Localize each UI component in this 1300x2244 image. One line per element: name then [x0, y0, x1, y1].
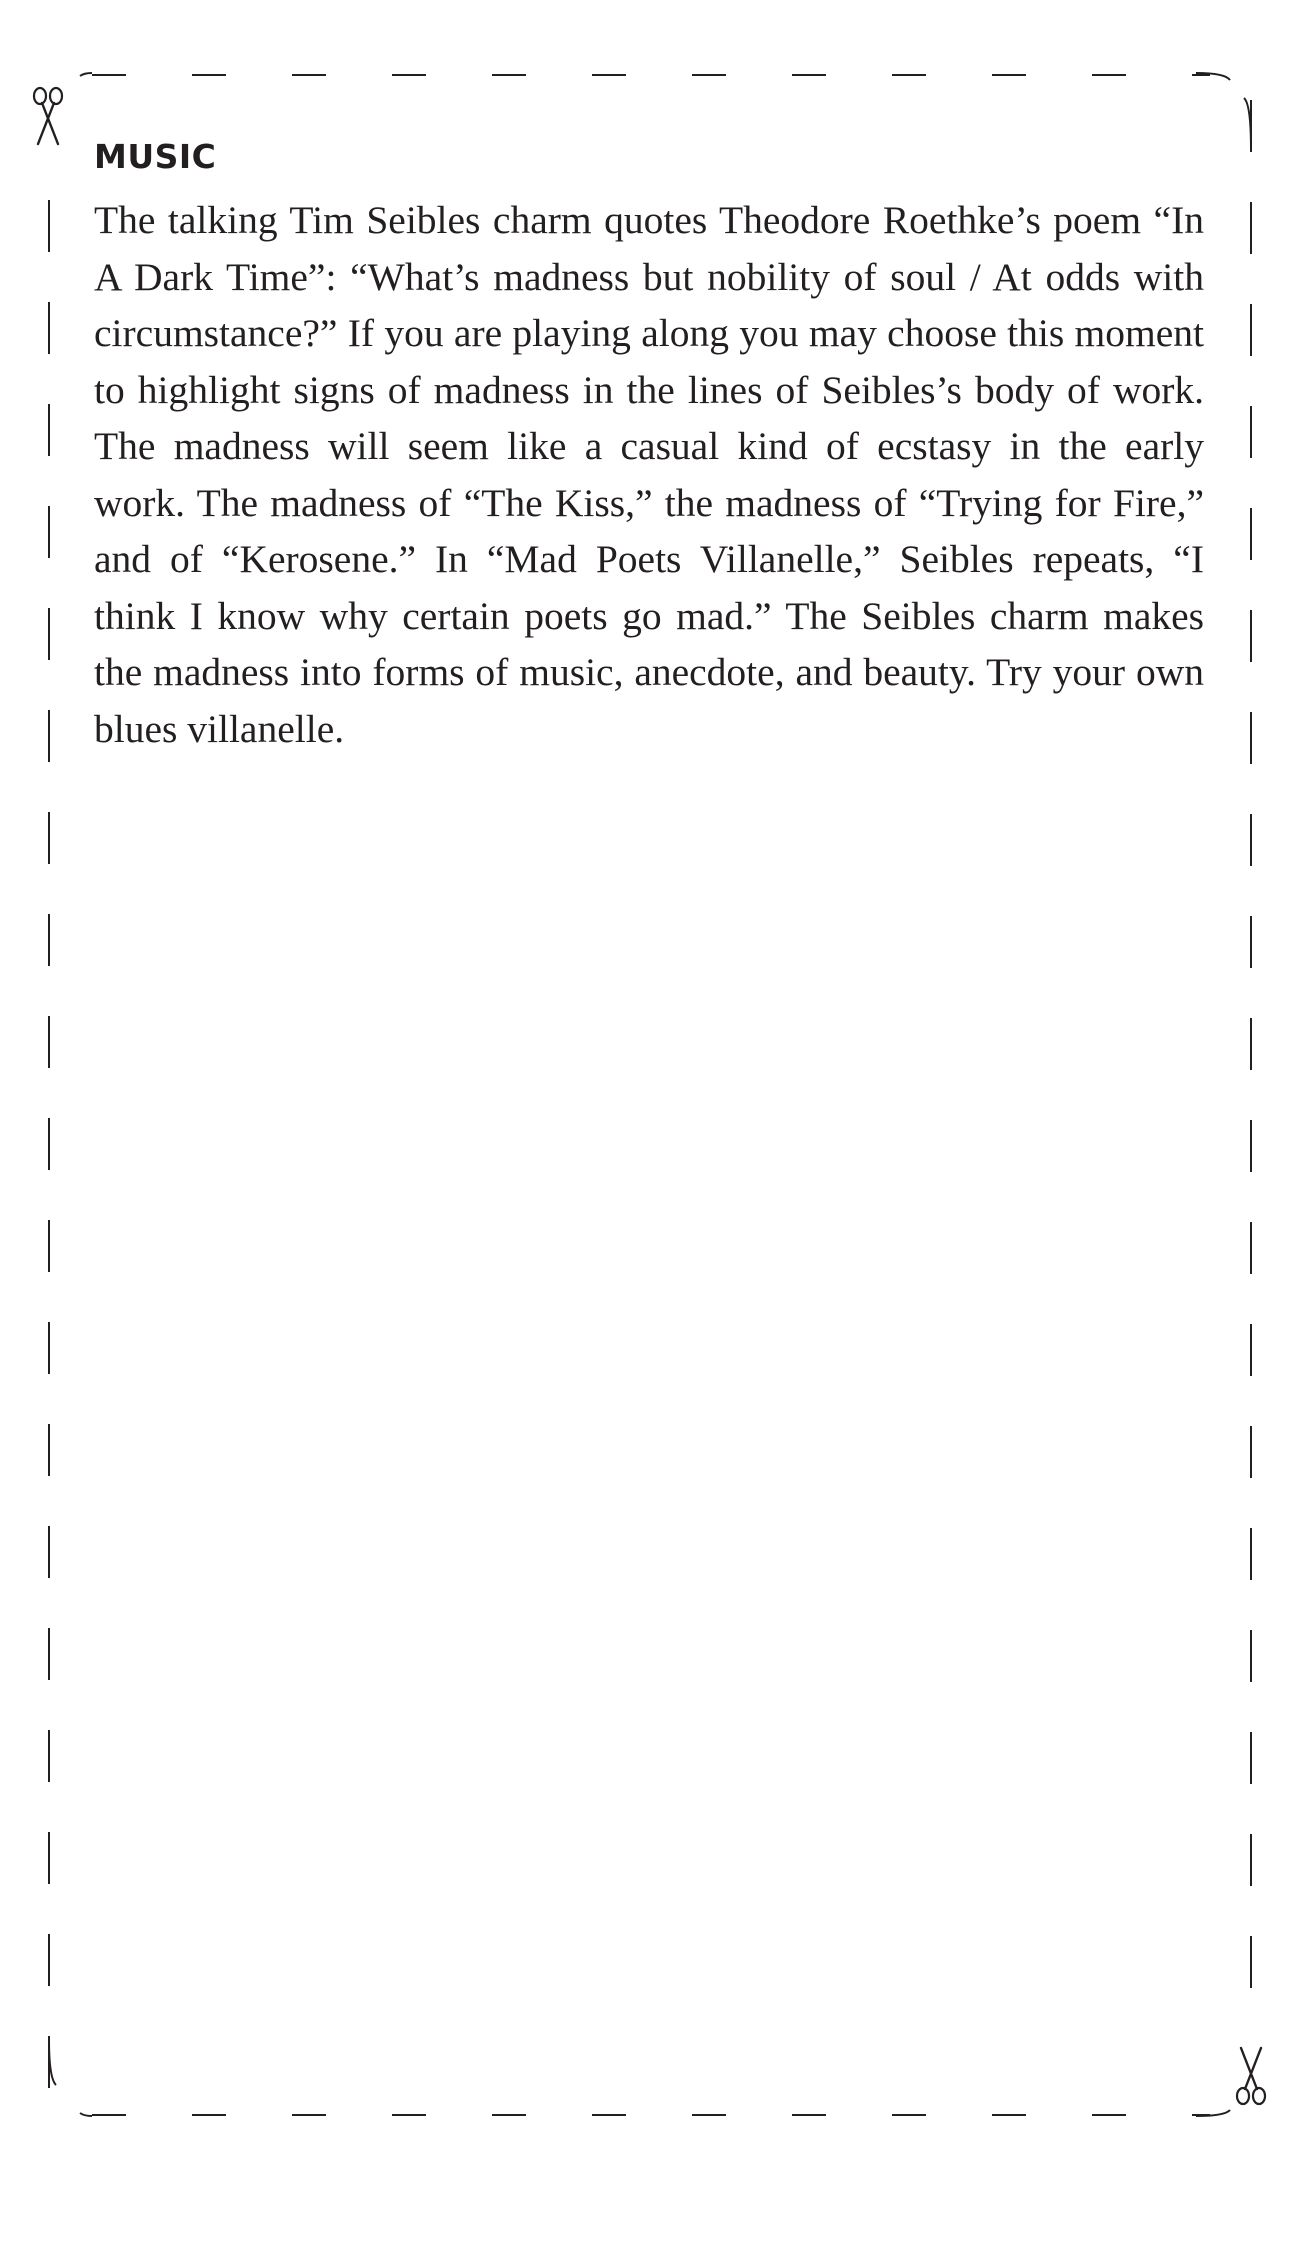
- scissors-icon: [28, 86, 68, 148]
- scissors-icon: [1231, 2044, 1271, 2106]
- section-heading: MUSIC: [94, 137, 217, 176]
- body-paragraph: The talking Tim Seibles charm quotes Theodore Roethke’s poem “In A Dark Time”: “What’s madness but nobility of soul / At odds with circumstance?” If you are playing along you may choose this moment to highlight signs of madness in the lines of Seibles’s body of work. The madness will seem like a casual kind of ecstasy in the early work. The madness of “The Kiss,” the madness of “Trying for Fire,” and of “Kerosene.” In “Mad Poets Villanelle,” Seibles repeats, “I think I know why certain poets go mad.” The Seibles charm makes the madness into forms of music, anecdote, and beauty. Try your own blues villanelle.: [94, 198, 1204, 751]
- card-content: [94, 132, 1204, 757]
